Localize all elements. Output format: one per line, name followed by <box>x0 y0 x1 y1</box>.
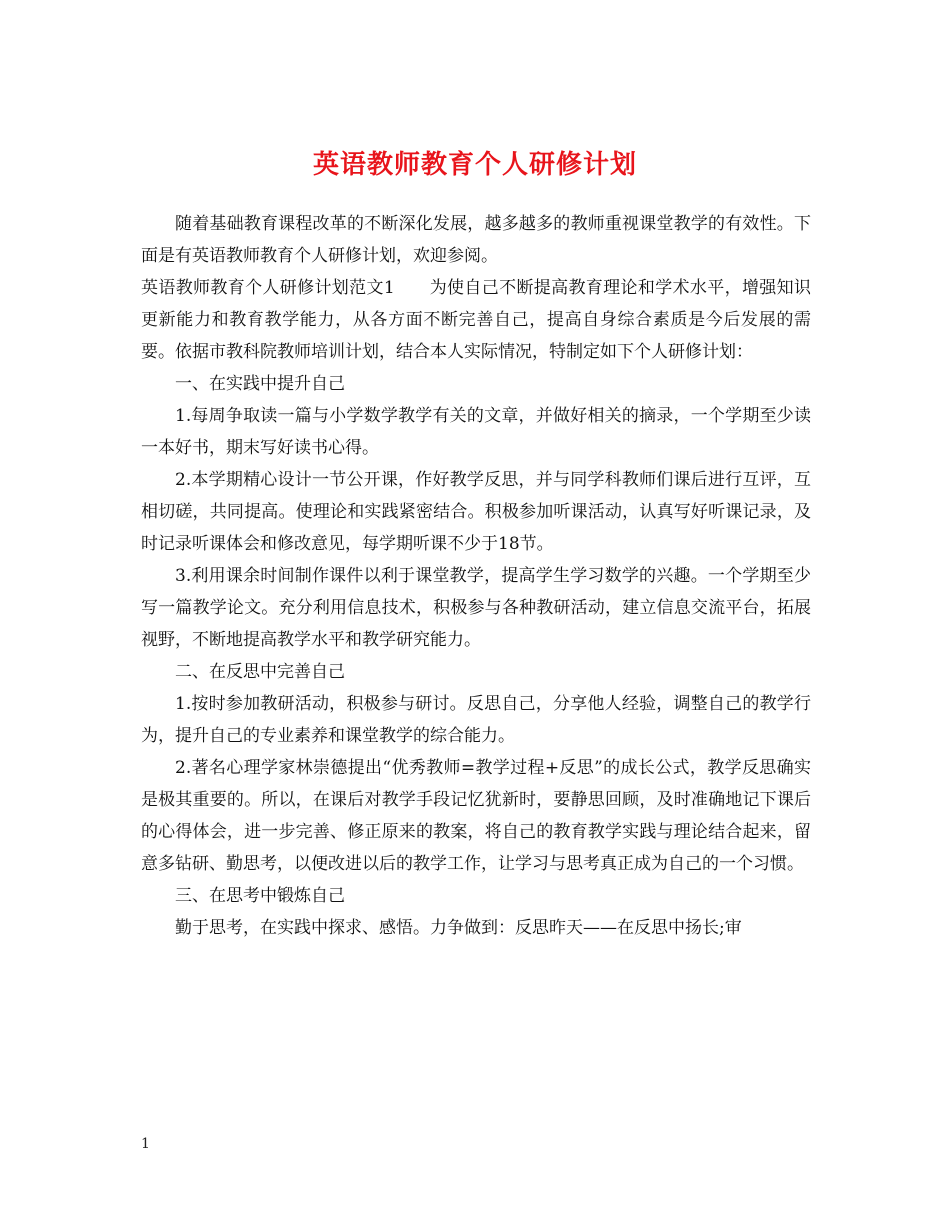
item-1-2: 2.本学期精心设计一节公开课，作好教学反思，并与同学科教师们课后进行互评，互相切磋，共同提高。使理论和实践紧密结合。积极参加听课活动，认真写好听课记录，及时记录听课体会和修改意见，每学期听课不少于18节。 <box>141 470 811 554</box>
document-body <box>141 208 811 944</box>
document-title: 英语教师教育个人研修计划 <box>312 150 637 181</box>
item-1-1: 1.每周争取读一篇与小学数学教学有关的文章，并做好相关的摘录，一个学期至少读一本好书，期末写好读书心得。 <box>141 406 811 458</box>
item-2-2: 2.著名心理学家林崇德提出“优秀教师=教学过程+反思”的成长公式，教学反思确实是极其重要的。所以，在课后对教学手段记忆犹新时，要静思回顾，及时准确地记下课后的心得体会，进一步完善、修正原来的教案，将自己的教育教学实践与理论结合起来，留意多钻研、勤思考，以便改进以后的教学工作，让学习与思考真正成为自己的一个习惯。 <box>141 758 811 874</box>
item-2-1: 1.按时参加教研活动，积极参与研讨。反思自己，分享他人经验，调整自己的教学行为，提升自己的专业素养和课堂教学的综合能力。 <box>141 694 811 746</box>
section-heading-1: 一、在实践中提升自己 <box>175 374 345 394</box>
page-number: 1 <box>141 1136 150 1152</box>
item-1-3: 3.利用课余时间制作课件以利于课堂教学，提高学生学习数学的兴趣。一个学期至少写一篇教学论文。充分利用信息技术，积极参与各种教研活动，建立信息交流平台，拓展视野，不断地提高教学水平和教学研究能力。 <box>141 566 811 650</box>
section-heading-2: 二、在反思中完善自己 <box>175 662 345 682</box>
section-heading-3: 三、在思考中锻炼自己 <box>175 886 345 906</box>
intro-paragraph: 随着基础教育课程改革的不断深化发展，越多越多的教师重视课堂教学的有效性。下面是有英语教师教育个人研修计划，欢迎参阅。 <box>141 214 811 266</box>
closing-paragraph: 勤于思考，在实践中探求、感悟。力争做到：反思昨天——在反思中扬长;审 <box>175 918 742 938</box>
sample-heading-paragraph: 英语教师教育个人研修计划范文1 为使自己不断提高教育理论和学术水平，增强知识更新能力和教育教学能力，从各方面不断完善自己，提高自身综合素质是今后发展的需要。依据市教科院教师培训计划，结合本人实际情况，特制定如下个人研修计划： <box>141 278 811 362</box>
